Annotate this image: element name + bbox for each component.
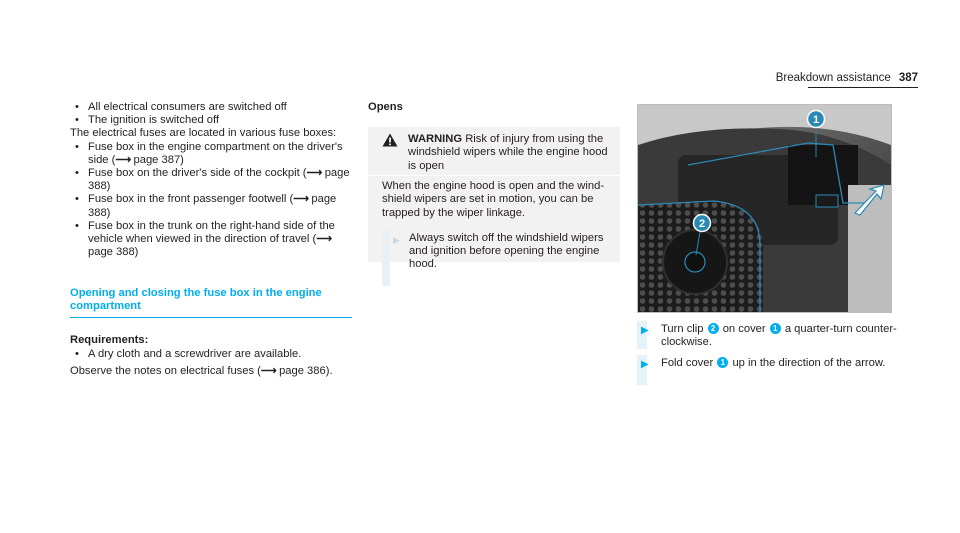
step-text: Fold cover	[661, 357, 714, 370]
reference-arrow-icon: ⟶	[316, 233, 332, 246]
section-rule	[70, 317, 352, 318]
callout-1-badge: 1	[770, 323, 781, 334]
page-reference[interactable]: page 387)	[133, 153, 184, 166]
reference-arrow-icon: ⟶	[115, 153, 131, 166]
reference-arrow-icon: ⟶	[293, 193, 309, 206]
observe-text: Observe the notes on electrical fuses (	[70, 364, 261, 377]
step-text: a quarter-turn counter-clockwise.	[661, 323, 897, 349]
middle-column	[368, 101, 620, 271]
engine-photo-illustration	[638, 105, 891, 312]
fuse-box-list	[70, 141, 352, 260]
page-reference[interactable]: page 388)	[88, 193, 337, 219]
warning-separator	[368, 175, 620, 176]
header-title: Breakdown assistance	[775, 72, 891, 84]
step-arrow-icon: ▶	[641, 359, 649, 371]
warning-triangle-icon	[382, 133, 398, 147]
bullet-item: • The ignition is switched off	[70, 114, 352, 127]
right-column	[637, 323, 897, 371]
step-bar	[382, 230, 390, 286]
warning-body	[382, 180, 614, 271]
fuse-box-text: Fuse box on the driver's side of the cockpit (	[88, 167, 307, 180]
page-reference[interactable]: page 388)	[88, 246, 139, 259]
fuse-box-item	[70, 141, 352, 167]
fuse-intro: The electrical fuses are located in various fuse boxes:	[70, 127, 337, 140]
running-header	[776, 72, 918, 85]
page-reference[interactable]: page 388)	[88, 167, 350, 193]
callout-2-badge: 2	[708, 323, 719, 334]
engine-compartment-photo	[637, 104, 892, 313]
step-arrow-icon: ▶	[393, 234, 400, 245]
callout-1-label: 1	[812, 114, 820, 126]
callout-2-label: 2	[698, 218, 706, 230]
fuse-box-text: Fuse box in the front passenger footwell (	[88, 193, 294, 206]
section-title: Opening and closing the fuse box in the engine compartment	[70, 287, 322, 313]
requirements-label: Requirements:	[70, 334, 149, 347]
fuse-box-item	[70, 193, 352, 219]
status-bullets	[70, 101, 352, 127]
reference-arrow-icon: ⟶	[260, 364, 276, 377]
fuse-box-text: Fuse box in the engine compartment on the driver's side (	[88, 140, 343, 166]
page-reference[interactable]: page 386).	[279, 364, 333, 377]
left-column	[70, 101, 352, 378]
warning-step-text: Always switch off the windshield wipers and ignition before opening the engine hood.	[409, 231, 604, 271]
warning-header	[382, 133, 612, 173]
observe-note	[70, 365, 352, 378]
header-rule	[808, 87, 918, 88]
step-arrow-icon: ▶	[641, 325, 649, 336]
warning-headline: Risk of injury from using the windshield wipers while the engine hood is open	[408, 133, 608, 172]
requirement-item: • A dry cloth and a screwdriver are available.	[70, 348, 352, 361]
step-text: Turn clip	[661, 323, 704, 335]
warning-box	[368, 127, 620, 271]
warning-step	[382, 232, 614, 272]
bullet-item: • All electrical consumers are switched off	[70, 101, 352, 114]
callout-1-badge: 1	[717, 357, 728, 368]
opens-heading: Opens	[368, 101, 403, 113]
step-fold-cover	[637, 357, 897, 370]
warning-text	[382, 133, 612, 173]
step-text: up in the direction of the arrow.	[732, 357, 886, 370]
fuse-box-item	[70, 167, 352, 193]
page-number: 387	[898, 72, 918, 84]
reference-arrow-icon: ⟶	[306, 167, 322, 180]
fuse-box-item	[70, 220, 352, 260]
fuse-box-text: Fuse box in the trunk on the right-hand side of the vehicle when viewed in the direction of travel (	[88, 219, 335, 246]
requirements-list	[70, 348, 352, 361]
step-text: on cover	[722, 323, 766, 335]
warning-description: When the engine hood is open and the wind-shield wipers are set in motion, you can be trapped by the wiper linkage.	[382, 180, 605, 219]
warning-label: WARNING	[408, 133, 463, 146]
step-turn-clip	[637, 323, 897, 349]
